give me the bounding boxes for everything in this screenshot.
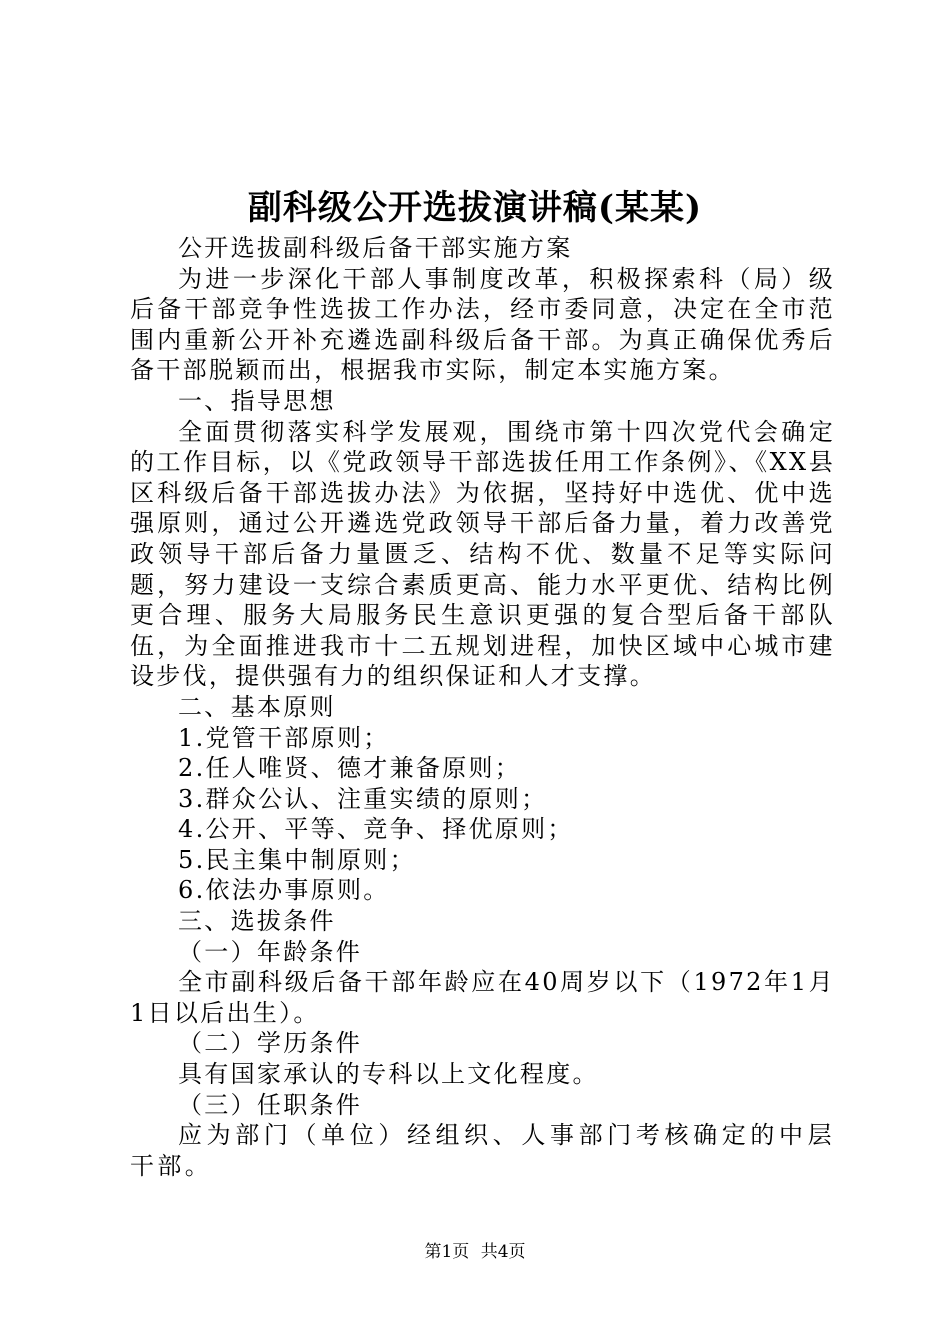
paragraph-guiding-ideology: 全面贯彻落实科学发展观，围绕市第十四次党代会确定的工作目标，以《党政领导干部选拔任用工作条例》、《XX县区科级后备干部选拔办法》为依据，坚持好中选优、优中选强原则，通过公开遴选党政领导干部后备力量，着力改善党政领导干部后备力量匮乏、结构不优、数量不足等实际问题，努力建设一支综合素质更高、能力水平更优、结构比例更合理、服务大局服务民生意识更强的复合型后备干部队伍，为全面推进我市十二五规划进程，加快区域中心城市建设步伐，提供强有力的组织保证和人才支撑。: [130, 417, 835, 691]
document-title: 副科级公开选拔演讲稿(某某): [247, 188, 703, 228]
heading-guiding-ideology: 一、指导思想: [178, 386, 336, 415]
heading-basic-principles: 二、基本原则: [178, 692, 336, 721]
principle-item: 3.群众公认、注重实绩的原则；: [178, 784, 548, 813]
principle-item: 4.公开、平等、竞争、择优原则；: [178, 815, 574, 844]
paragraph-age: 全市副科级后备干部年龄应在40周岁以下（1972年1月1日以后出生）。: [130, 968, 835, 1027]
paragraph-position: 应为部门（单位）经组织、人事部门考核确定的中层干部。: [130, 1121, 835, 1180]
paragraph-intro: 为进一步深化干部人事制度改革，积极探索科（局）级后备干部竞争性选拔工作办法，经市委同意，决定在全市范围内重新公开补充遴选副科级后备干部。为真正确保优秀后备干部脱颖而出，根据我市实际，制定本实施方案。: [130, 264, 835, 385]
subheading-position: （三）任职条件: [178, 1090, 363, 1119]
principle-item: 1.党管干部原则；: [178, 723, 390, 752]
page-total: 共4页: [480, 1242, 526, 1262]
paragraph-plan-name: 公开选拔副科级后备干部实施方案: [178, 234, 573, 262]
subheading-education: （二）学历条件: [178, 1029, 363, 1058]
subheading-age: （一）年龄条件: [178, 937, 363, 966]
principle-item: 5.民主集中制原则；: [178, 845, 416, 874]
paragraph-education: 具有国家承认的专科以上文化程度。: [178, 1060, 599, 1089]
page-number: 第1页: [424, 1242, 470, 1262]
page-footer: [0, 1240, 950, 1264]
principle-item: 6.依法办事原则。: [178, 876, 390, 905]
principle-item: 2.任人唯贤、德才兼备原则；: [178, 754, 522, 783]
heading-selection-conditions: 三、选拔条件: [178, 907, 336, 936]
document-body: [130, 233, 835, 1181]
